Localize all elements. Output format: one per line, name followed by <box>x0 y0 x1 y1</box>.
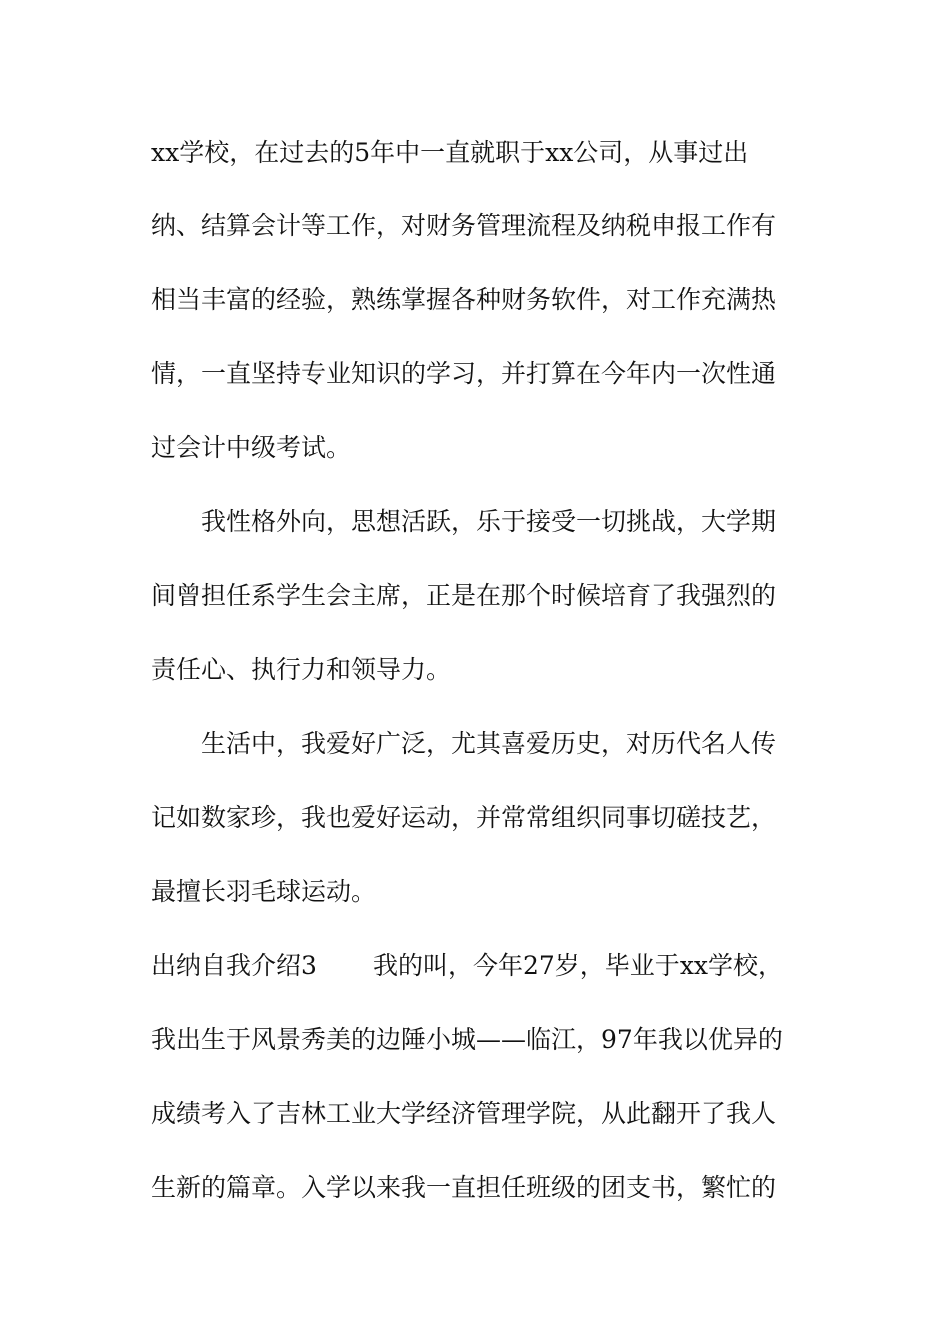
text-line: 我性格外向，思想活跃，乐于接受一切挑战，大学期 <box>201 507 777 536</box>
text-line: 纳、结算会计等工作，对财务管理流程及纳税申报工作有 <box>151 211 777 240</box>
text-line: 情，一直坚持专业知识的学习，并打算在今年内一次性通 <box>151 359 777 388</box>
text-line: 成绩考入了吉林工业大学经济管理学院，从此翻开了我人 <box>151 1099 777 1128</box>
text-line: 相当丰富的经验，熟练掌握各种财务软件，对工作充满热 <box>151 285 777 314</box>
section-line <box>151 946 811 986</box>
text-line: 记如数家珍，我也爱好运动，并常常组织同事切磋技艺， <box>151 803 777 832</box>
text-line: 最擅长羽毛球运动。 <box>151 877 377 906</box>
text-line: 过会计中级考试。 <box>151 433 352 462</box>
text-line: 生活中，我爱好广泛，尤其喜爱历史，对历代名人传 <box>201 729 777 758</box>
section-first-line: 我的叫，今年27岁，毕业于xx学校， <box>373 951 784 980</box>
section-heading: 出纳自我介绍3 <box>151 951 317 980</box>
text-line: 责任心、执行力和领导力。 <box>151 655 452 684</box>
text-line: xx学校，在过去的5年中一直就职于xx公司，从事过出 <box>151 138 749 167</box>
text-line: 我出生于风景秀美的边陲小城——临江，97年我以优异的 <box>151 1025 783 1054</box>
text-line: 间曾担任系学生会主席，正是在那个时候培育了我强烈的 <box>151 581 777 610</box>
text-line: 生新的篇章。入学以来我一直担任班级的团支书，繁忙的 <box>151 1173 777 1202</box>
